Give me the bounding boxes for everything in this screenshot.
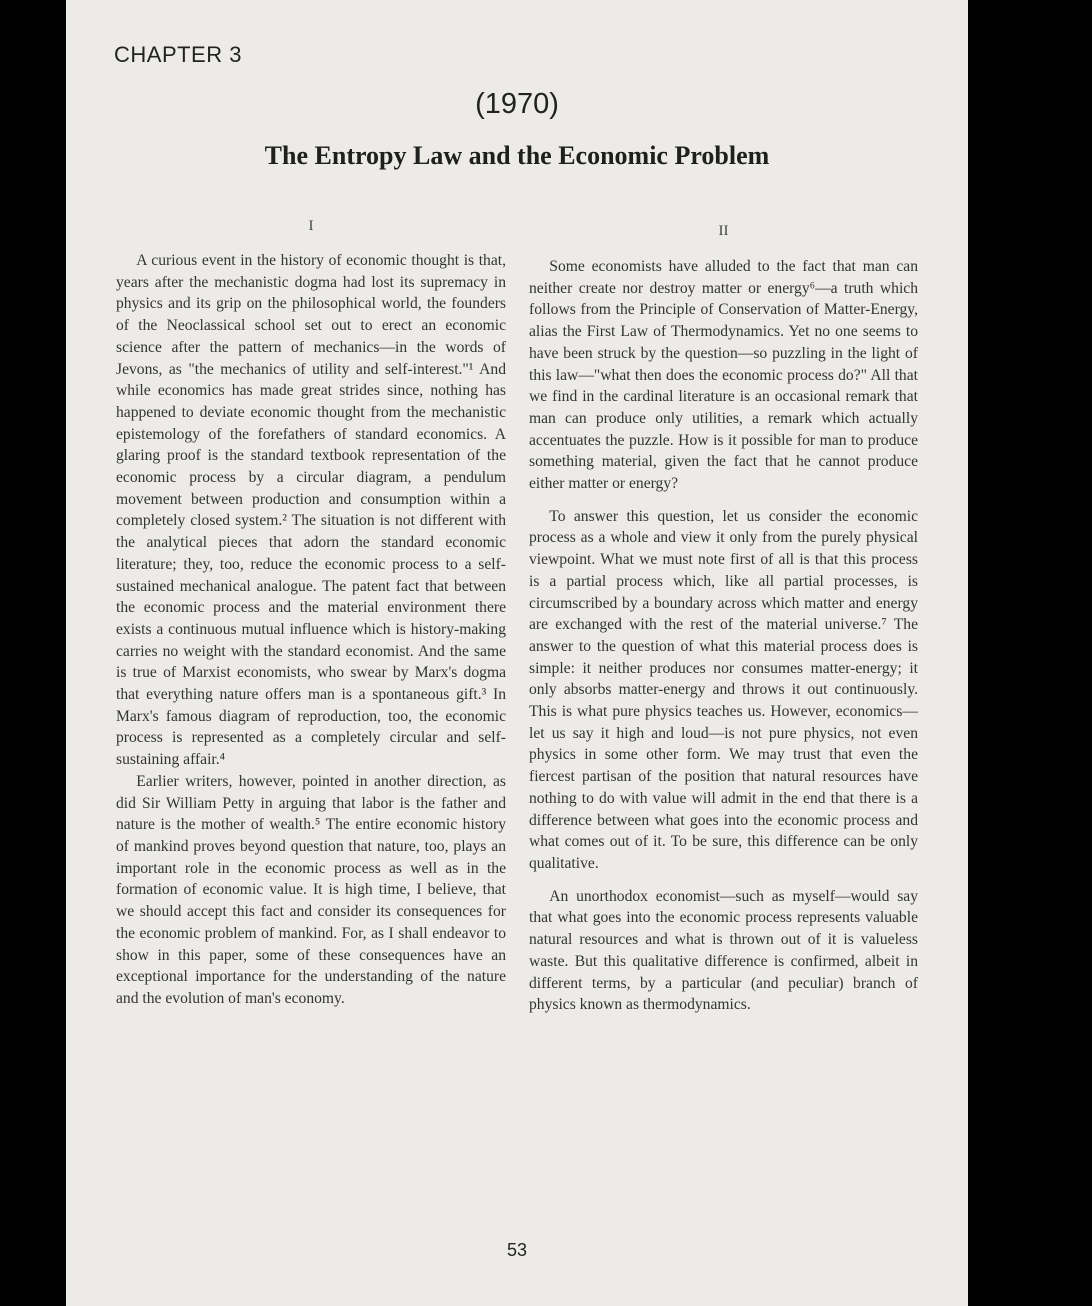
section-numeral-1: I xyxy=(308,218,314,234)
text-column-right xyxy=(529,256,918,1016)
chapter-label: CHAPTER 3 xyxy=(114,42,242,67)
page-number: 53 xyxy=(506,1240,528,1260)
paragraph: A curious event in the history of economic thought is that, years after the mechanistic dogma had lost its supremacy in physics and its grip on the philosophical world, the founders of the Neoclassical school set out to erect an economic science after the pattern of mechanics—in the words of Jevons, as "the mechanics of utility and self-interest."¹ And while economics has made great strides since, nothing has happened to deviate economic thought from the mechanistic epistemology of the forefathers of standard economics. A glaring proof is the standard textbook representation of the economic process by a circular diagram, a pendulum movement between production and consumption within a completely closed system.² The situation is not different with the analytical pieces that adorn the standard economic literature; they, too, reduce the economic process to a self-sustained mechanical analogue. The patent fact that between the economic process and the material environment there exists a continuous mutual influence which is history-making carries no weight with the standard economist. And the same is true of Marxist economists, who swear by Marx's dogma that everything nature offers man is a spontaneous gift.³ In Marx's famous diagram of reproduction, too, the economic process is represented as a completely circular and self-sustaining affair.⁴ xyxy=(116,252,506,769)
paragraph: Some economists have alluded to the fact that man can neither create nor destroy matter or energy⁶—a truth which follows from the Principle of Conservation of Matter-Energy, alias the First Law of Thermodynamics. Yet no one seems to have been struck by the question—so puzzling in the light of this law—"what then does the economic process do?" All that we find in the cardinal literature is an occasional remark that man can produce only utilities, a remark which actually accentuates the puzzle. How is it possible for man to produce something material, given the fact that he cannot produce either matter or energy? xyxy=(529,258,918,493)
paragraph: To answer this question, let us consider the economic process as a whole and view it only from the purely physical viewpoint. What we must note first of all is that this process is a partial process which, like all partial processes, is circumscribed by a boundary across which matter and energy are exchanged with the rest of the material universe.⁷ The answer to the question of what this material process does is simple: it neither produces nor consumes matter-energy; it only absorbs matter-energy and throws it out continuously. This is what pure physics teaches us. However, economics—let us say it high and loud—is not pure physics, not even physics in some other form. We may trust that even the fiercest partisan of the position that natural resources have nothing to do with value will admit in the end that there is a difference between what goes into the economic process and what comes out of it. To be sure, this difference can be only qualitative. xyxy=(529,507,918,872)
section-numeral-2: II xyxy=(718,223,729,239)
text-column-left xyxy=(116,250,506,1010)
paragraph: Earlier writers, however, pointed in another direction, as did Sir William Petty in arguing that labor is the father and nature is the mother of wealth.⁵ The entire economic history of mankind proves beyond question that nature, too, plays an important role in the economic process as well as in the formation of economic value. It is high time, I believe, that we should accept this fact and consider its consequences for the economic problem of mankind. For, as I shall endeavor to show in this paper, some of these consequences have an exceptional importance for the understanding of the nature and the evolution of man's economy. xyxy=(116,772,506,1007)
paragraph: An unorthodox economist—such as myself—would say that what goes into the economic process represents valuable natural resources and what is thrown out of it is valueless waste. But this qualitative difference is confirmed, albeit in different terms, by a particular (and peculiar) branch of physics known as thermodynamics. xyxy=(529,887,918,1014)
chapter-title: The Entropy Law and the Economic Problem xyxy=(264,141,770,170)
chapter-year: (1970) xyxy=(475,88,559,120)
book-page xyxy=(66,0,968,1306)
